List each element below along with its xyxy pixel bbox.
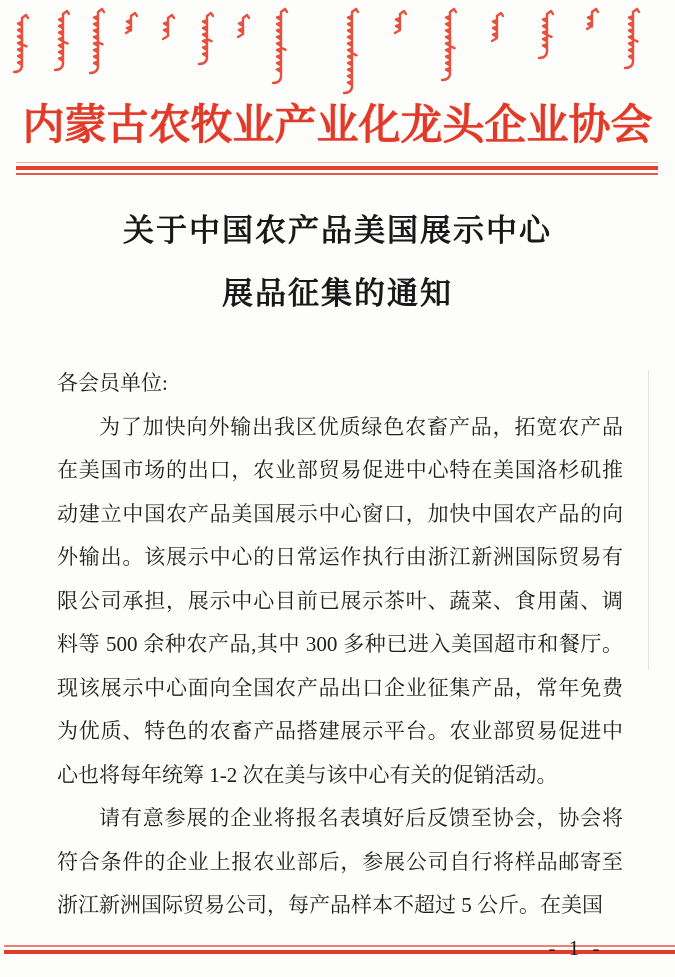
- notice-title-line2: 展品征集的通知: [222, 276, 453, 311]
- masthead-rule-ghost: [16, 162, 658, 163]
- salutation: 各会员单位:: [57, 371, 168, 395]
- page-number: - 1 -: [548, 936, 604, 960]
- masthead-rule-thick: [16, 166, 658, 170]
- scan-edge-artifact: [648, 370, 649, 670]
- notice-body: [57, 362, 623, 928]
- body-paragraph: 为了加快向外输出我区优质绿色农畜产品，拓宽农产品在美国市场的出口，农业部贸易促进中心特在美国洛杉矶推动建立中国农产品美国展示中心窗口，加快中国农产品的向外输出。该展示中心的日常运作执行由浙江新洲国际贸易有限公司承担，展示中心目前已展示茶叶、蔬菜、食用菌、调料等 500 余种农产品,其中 300 多种已进入美国超市和餐厅。现该展示中心面向全国农产品出口企业征集产品，常年免费为优质、特色的农畜产品搭建展示平台。农业部贸易促进中心也将每年统筹 1-2 次在美与该中心有关的促销活动。: [57, 414, 623, 787]
- notice-title-line1: 关于中国农产品美国展示中心: [123, 213, 552, 248]
- mongolian-script-row: [0, 0, 675, 95]
- org-title: 内蒙古农牧业产业化龙头企业协会: [22, 103, 653, 149]
- masthead-rule-thin: [16, 173, 658, 175]
- body-paragraph: 请有意参展的企业将报名表填好后反馈至协会，协会将符合条件的企业上报农业部后，参展公司自行将样品邮寄至浙江新洲国际贸易公司，每产品样本不超过 5 公斤。在美国: [57, 806, 623, 917]
